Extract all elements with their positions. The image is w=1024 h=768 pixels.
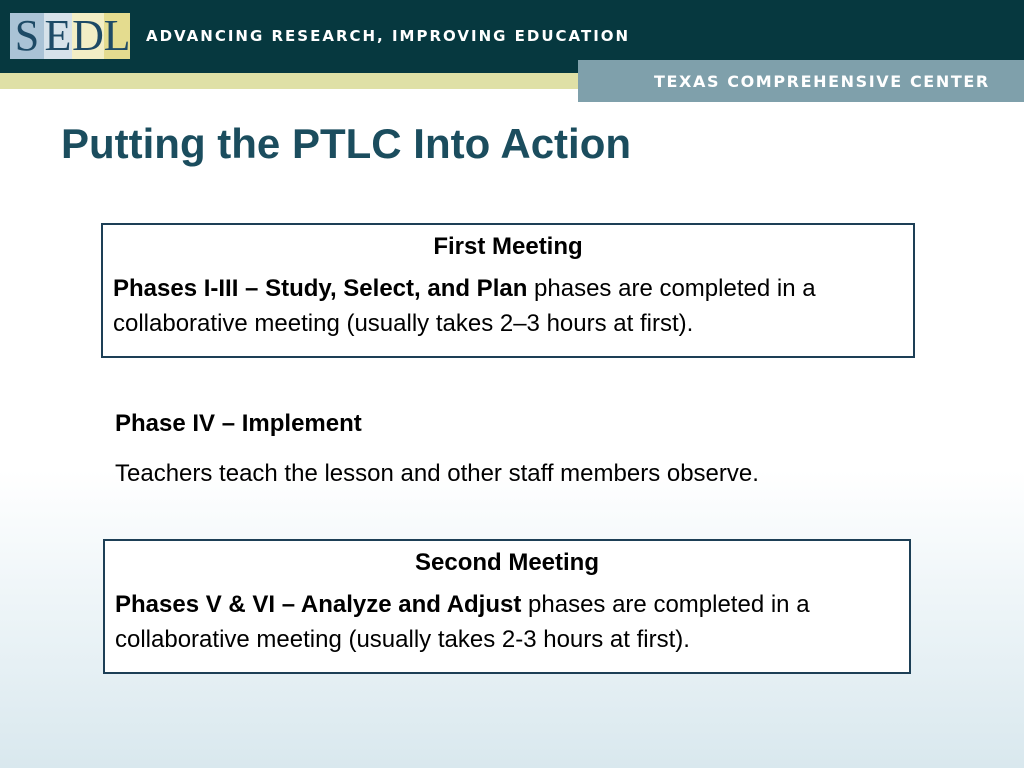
sedl-logo	[10, 13, 130, 59]
implement-section	[115, 410, 915, 488]
logo-letter-e: E	[44, 11, 72, 60]
first-meeting-body	[113, 271, 903, 341]
header-stripe	[0, 73, 580, 89]
first-meeting-box	[101, 223, 915, 358]
logo-letter-d: D	[72, 11, 104, 60]
second-meeting-box	[103, 539, 911, 674]
slide-title: Putting the PTLC Into Action	[61, 120, 632, 167]
tagline: ADVANCING RESEARCH, IMPROVING EDUCATION	[146, 27, 631, 45]
center-name: TEXAS COMPREHENSIVE CENTER	[654, 71, 990, 91]
logo-letter-l: L	[103, 11, 131, 60]
logo-letter-s: S	[10, 13, 44, 59]
center-name-bar	[578, 60, 1024, 102]
first-meeting-text: phases are completed in a collaborative meeting (usually takes 2–3 hours at first).	[113, 275, 816, 337]
second-meeting-heading: Second Meeting	[414, 549, 600, 576]
first-meeting-phases: Phases I-III – Study, Select, and Plan	[113, 275, 528, 302]
second-meeting-text: phases are completed in a collaborative meeting (usually takes 2-3 hours at first).	[115, 591, 810, 653]
implement-text: Teachers teach the lesson and other staff members observe.	[115, 460, 759, 487]
first-meeting-heading: First Meeting	[433, 233, 583, 260]
second-meeting-phases: Phases V & VI – Analyze and Adjust	[115, 591, 522, 618]
second-meeting-body	[115, 587, 899, 657]
implement-heading: Phase IV – Implement	[115, 410, 362, 437]
